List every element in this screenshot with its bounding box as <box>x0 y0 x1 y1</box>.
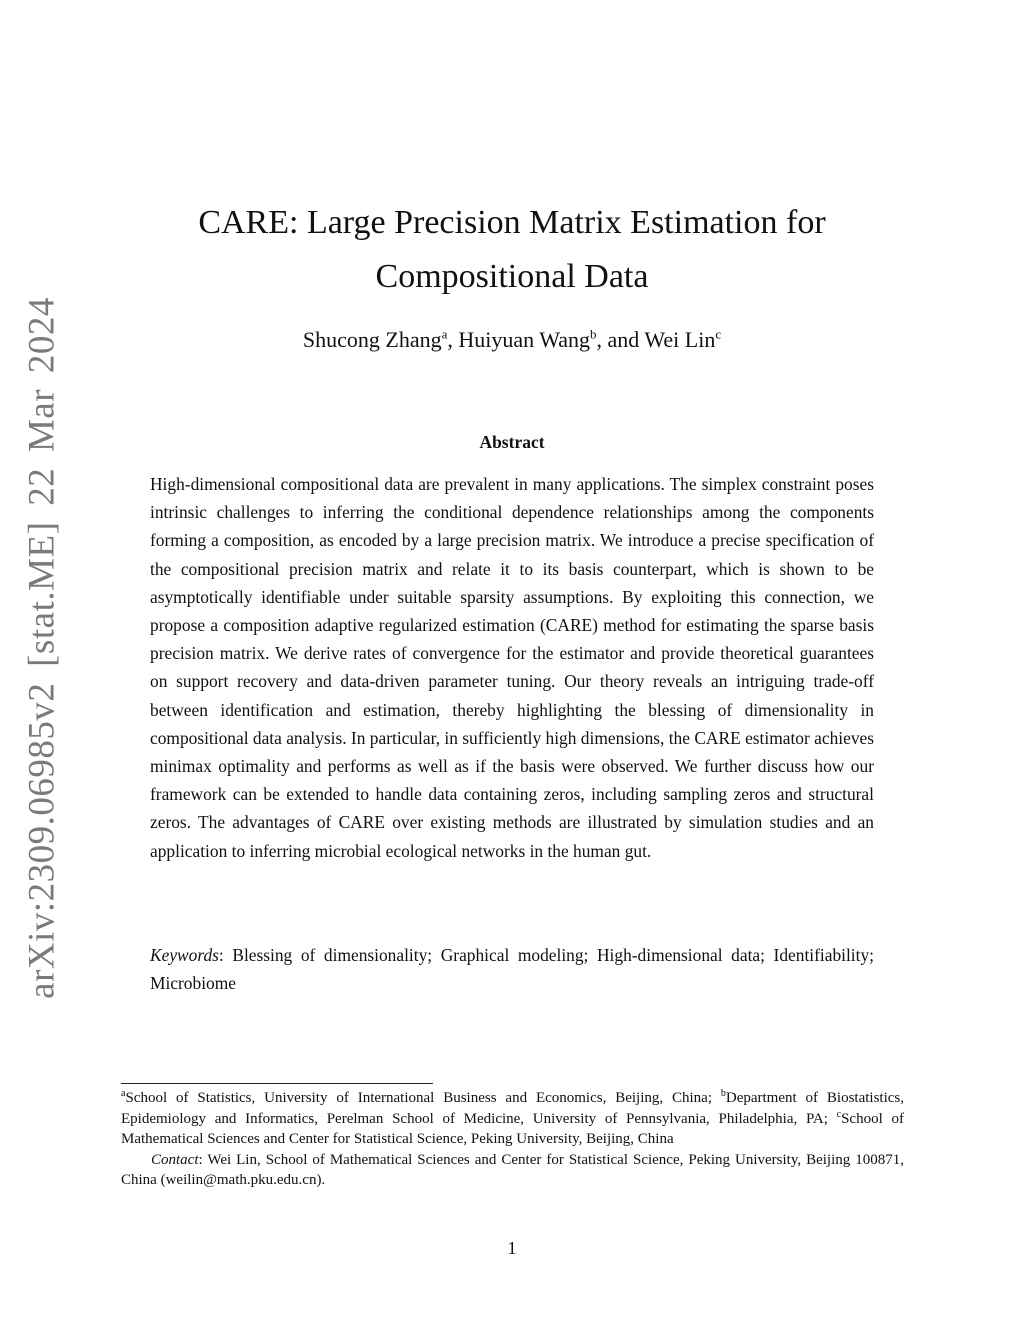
affiliation-mark: c <box>715 326 722 342</box>
author-name: Wei Lin <box>644 327 716 352</box>
keywords <box>150 941 874 997</box>
author-list <box>150 324 874 356</box>
author-separator: , and <box>596 327 645 352</box>
contact-label: Contact <box>151 1151 199 1168</box>
abstract-heading: Abstract <box>479 432 545 452</box>
affiliation-mark: a <box>441 326 448 342</box>
affiliation-b: Department of Biostatistics, Epidemiology and Informatics, Perelman School of Medicine, University of Pennsylvania, Philadelphia, PA; <box>121 1090 904 1127</box>
affiliation-a: School of Statistics, University of International Business and Economics, Beijing, China; <box>125 1090 721 1106</box>
affiliation-mark: a <box>121 1088 126 1099</box>
contact-text: : Wei Lin, School of Mathematical Sciences and Center for Statistical Science, Peking University, Beijing 100871, China (weilin@math.pku.edu.cn). <box>121 1151 904 1189</box>
abstract-text: High-dimensional compositional data are prevalent in many applications. The simplex constraint poses intrinsic challenges to inferring the conditional dependence relationships among the components forming a composition, as encoded by a large precision matrix. We introduce a precise specification of the compositional precision matrix and relate it to its basis counterpart, which is shown to be asymptotically identifiable under suitable sparsity assumptions. By exploiting this connection, we propose a composition adaptive regularized estimation (CARE) method for estimating the sparse basis precision matrix. We derive rates of convergence for the estimator and provide theoretical guarantees on support recovery and data-driven parameter tuning. Our theory reveals an intriguing trade-off between identification and estimation, thereby highlighting the blessing of dimensionality in compositional data analysis. In particular, in sufficiently high dimensions, the CARE estimator achieves minimax optimality and performs as well as if the basis were observed. We further discuss how our framework can be extended to handle data containing zeros, including sampling zeros and structural zeros. The advantages of CARE over existing methods are illustrated by simulation studies and an application to inferring microbial ecological networks in the human gut. <box>150 474 874 861</box>
page-number: 1 <box>507 1238 517 1258</box>
footnote-divider <box>121 1083 433 1084</box>
paper-title: CARE: Large Precision Matrix Estimation for Compositional Data <box>198 204 826 295</box>
affiliation-mark: b <box>590 326 597 342</box>
contact-footnote <box>121 1150 904 1191</box>
footnotes <box>121 1088 904 1191</box>
author-name: Shucong Zhang <box>302 327 442 352</box>
arxiv-identifier: arXiv:2309.06985v2 [stat.ME] 22 Mar 2024 <box>21 297 63 999</box>
keywords-list: : Blessing of dimensionality; Graphical modeling; High-dimensional data; Identifiability; Microbiome <box>150 945 874 994</box>
author-separator: , <box>447 327 459 352</box>
keywords-label: Keywords <box>150 945 219 965</box>
affiliation-mark: c <box>836 1108 842 1120</box>
affiliation-c: School of Mathematical Sciences and Center for Statistical Science, Peking University, Beijing, China <box>121 1110 904 1148</box>
author-name: Huiyuan Wang <box>458 327 591 352</box>
affiliation-mark: b <box>720 1088 726 1099</box>
affiliations-footnote <box>121 1088 904 1150</box>
